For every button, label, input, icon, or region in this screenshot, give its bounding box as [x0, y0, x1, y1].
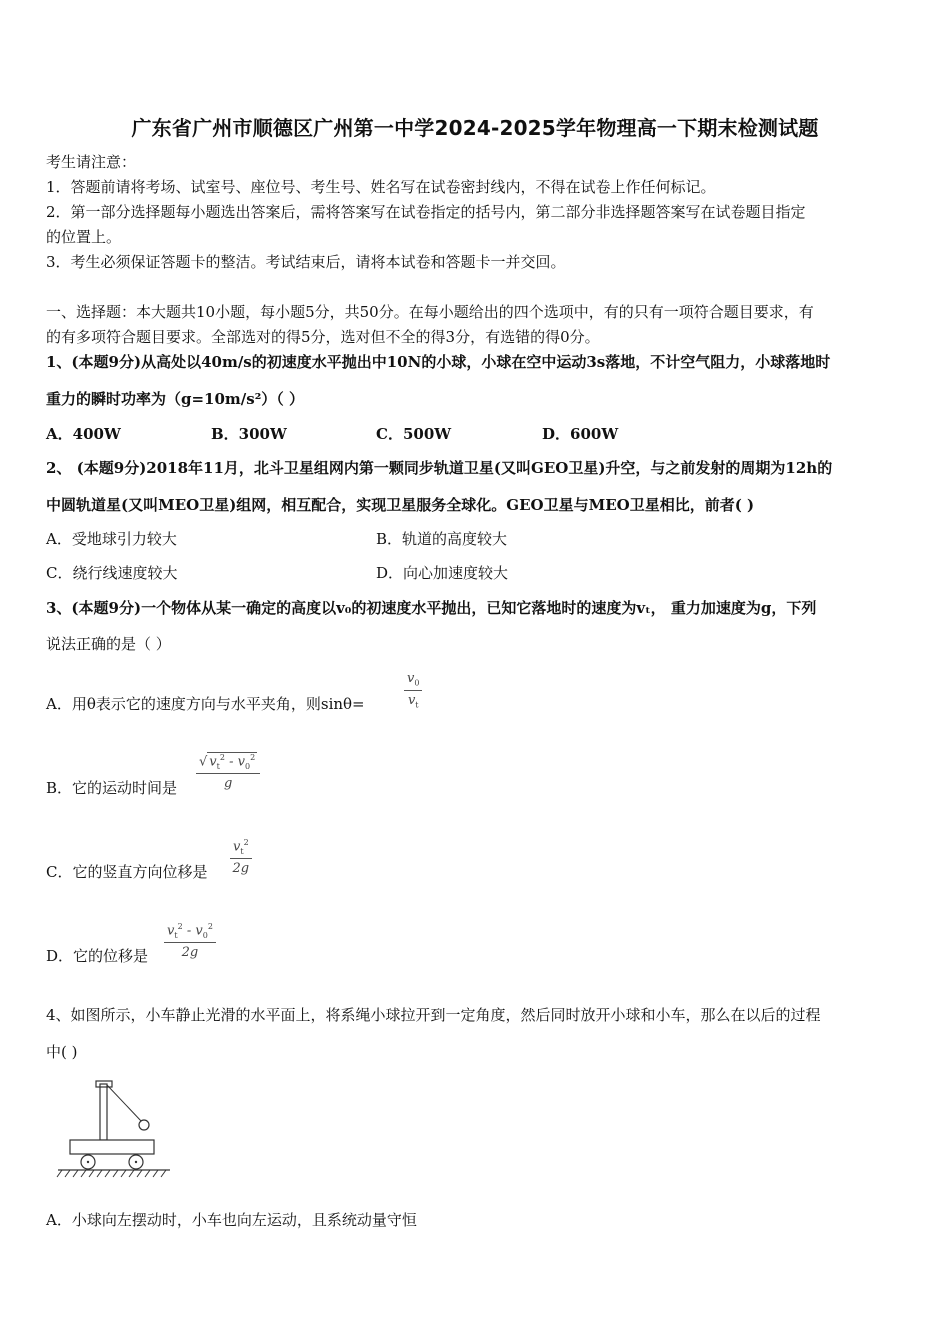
- q1-option-b: B．300W: [211, 425, 287, 443]
- q2-option-c: C．绕行线速度较大: [46, 564, 178, 582]
- ground-hatching: [57, 1170, 166, 1177]
- q3-a-fraction: $\frac{v_0}{v_t}$: [404, 671, 422, 709]
- q1-option-c: C．500W: [376, 425, 452, 443]
- q2-stem: 2、 (本题9分)2018年11月，北斗卫星组网内第一颗同步轨道卫星(又叫GEO卫星)升空，与之前发射的周期为12h的: [46, 459, 833, 477]
- section-heading-cont: 的有多项符合题目要求。全部选对的得5分，选对但不全的得3分，有选错的得0分。: [46, 328, 600, 346]
- q4-option-a: A．小球向左摆动时，小车也向左运动，且系统动量守恒: [46, 1211, 417, 1229]
- q3-b-fraction: $\frac{√ v_t^2 - v_0^2}{g}$: [196, 752, 260, 791]
- pendulum-ball: [139, 1120, 149, 1130]
- q3-option-a-text: A．用θ表示它的速度方向与水平夹角，则sinθ=: [46, 695, 365, 713]
- cart-post: [100, 1084, 107, 1140]
- q3-option-c: [46, 862, 207, 882]
- q2-stem-cont: 中圆轨道星(又叫MEO卫星)组网，相互配合，实现卫星服务全球化。GEO卫星与MEO卫星相比，前者( ): [46, 496, 755, 514]
- q3-option-c-text: C．它的竖直方向位移是: [46, 863, 208, 881]
- q3-option-d-text: D．它的位移是: [46, 947, 149, 965]
- notice-item: 3．考生必须保证答题卡的整洁。考试结束后，请将本试卷和答题卡一并交回。: [46, 253, 566, 271]
- cart-pendulum-figure: [54, 1078, 174, 1182]
- q2-option-a: A．受地球引力较大: [46, 530, 177, 548]
- q3-option-b: [46, 778, 177, 798]
- notice-header: 考生请注意：: [46, 153, 137, 171]
- q1-option-d: D．600W: [542, 425, 619, 443]
- notice-item: 的位置上。: [46, 228, 122, 246]
- q3-d-fraction: $\frac{v_t^2 - v_0^2}{2g}$: [164, 922, 216, 960]
- notice-item: 2．第一部分选择题每小题选出答案后，需将答案写在试卷指定的括号内，第二部分非选择题答案写在试卷题目指定: [46, 203, 806, 221]
- q1-stem-cont: 重力的瞬时功率为（g=10m/s²）（ ）: [46, 390, 305, 408]
- q3-option-a: [46, 694, 365, 714]
- q3-stem-cont: 说法正确的是（ ）: [46, 635, 171, 653]
- q3-option-b-text: B．它的运动时间是: [46, 779, 178, 797]
- q4-stem-cont: 中( ): [46, 1043, 78, 1061]
- q4-stem: 4、如图所示，小车静止光滑的水平面上，将系绳小球拉开到一定角度，然后同时放开小球和小车，那么在以后的过程: [46, 1006, 821, 1024]
- q3-c-fraction: $\frac{v_t^2}{2g}$: [230, 838, 252, 876]
- q2-option-b: B．轨道的高度较大: [376, 530, 508, 548]
- section-heading: 一、选择题：本大题共10小题，每小题5分，共50分。在每小题给出的四个选项中，有的只有一项符合题目要求，有: [46, 303, 814, 321]
- q3-stem: 3、(本题9分)一个物体从某一确定的高度以v₀的初速度水平抛出，已知它落地时的速度为vₜ， 重力加速度为g，下列: [46, 599, 817, 617]
- q1-option-a: A．400W: [46, 425, 121, 443]
- cart-body: [70, 1140, 154, 1154]
- q3-option-d: [46, 946, 148, 966]
- page-title: 广东省广州市顺德区广州第一中学2024-2025学年物理高一下期末检测试题: [131, 116, 819, 140]
- pendulum-string: [107, 1085, 142, 1122]
- q2-option-d: D．向心加速度较大: [376, 564, 509, 582]
- q1-stem: 1、(本题9分)从高处以40m/s的初速度水平抛出中10N的小球，小球在空中运动3s落地，不计空气阻力，小球落地时: [46, 353, 831, 371]
- notice-item: 1．答题前请将考场、试室号、座位号、考生号、姓名写在试卷密封线内，不得在试卷上作任何标记。: [46, 178, 716, 196]
